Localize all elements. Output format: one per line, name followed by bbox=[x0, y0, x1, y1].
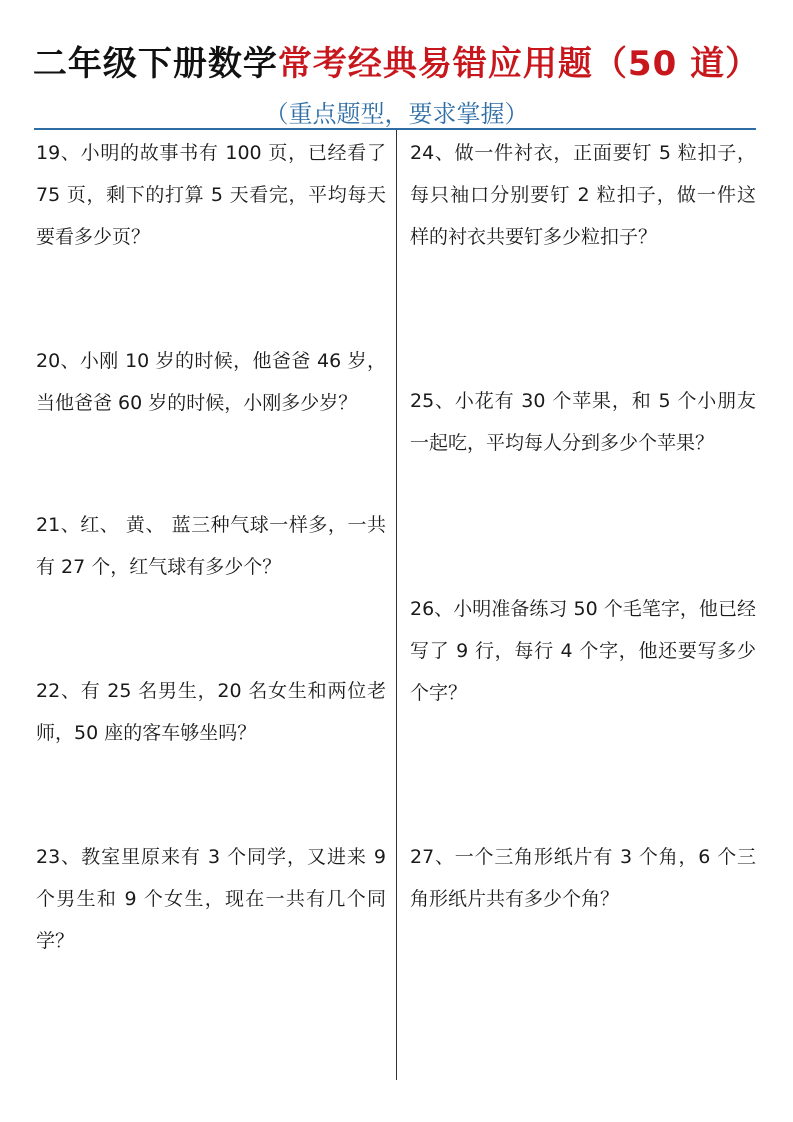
question-27: 27、一个三角形纸片有 3 个角，6 个三角形纸片共有多少个角？ bbox=[410, 846, 756, 910]
page-title bbox=[0, 36, 793, 85]
question-25: 25、小花有 30 个苹果，和 5 个小朋友一起吃，平均每人分到多少个苹果？ bbox=[410, 390, 756, 454]
question-24: 24、做一件衬衣，正面要钉 5 粒扣子，每只袖口分别要钉 2 粒扣子，做一件这样的衬衣共要钉多少粒扣子？ bbox=[410, 142, 756, 248]
column-divider bbox=[396, 130, 397, 1080]
question-23: 23、教室里原来有 3 个同学，又进来 9 个男生和 9 个女生，现在一共有几个同学？ bbox=[36, 846, 386, 952]
header-divider bbox=[34, 128, 756, 130]
page-subtitle: （重点题型，要求掌握） bbox=[264, 100, 529, 128]
title-topic: 常考经典易错应用题（50 道） bbox=[277, 44, 761, 84]
question-20: 20、小刚 10 岁的时候，他爸爸 46 岁，当他爸爸 60 岁的时候，小刚多少岁？ bbox=[36, 350, 386, 414]
question-21: 21、红、 黄、 蓝三种气球一样多，一共有 27 个，红气球有多少个？ bbox=[36, 514, 386, 578]
question-26: 26、小明准备练习 50 个毛笔字，他已经写了 9 行，每行 4 个字，他还要写多少个字？ bbox=[410, 598, 756, 704]
question-22: 22、有 25 名男生，20 名女生和两位老师，50 座的客车够坐吗？ bbox=[36, 680, 386, 744]
title-grade: 二年级下册数学 bbox=[32, 44, 278, 84]
question-19: 19、小明的故事书有 100 页，已经看了 75 页，剩下的打算 5 天看完，平均每天要看多少页？ bbox=[36, 142, 386, 248]
